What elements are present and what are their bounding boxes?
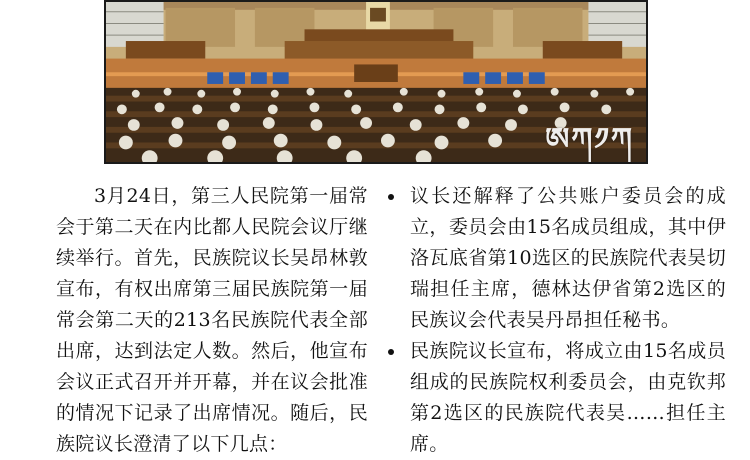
- bullet-item: [386, 336, 726, 460]
- photo-watermark: ཨཀ༡ཀ: [545, 122, 634, 157]
- right-text-column: [386, 181, 726, 460]
- bullet-text: 民族院议长宣布，将成立由15名成员组成的民族院权利委员会，由克钦邦第2选区的民族院代表吴……担任主席。: [410, 340, 726, 455]
- parliament-hall-photo: [104, 0, 648, 164]
- bullet-text: 议长还解释了公共账户委员会的成立，委员会由15名成员组成，其中伊洛瓦底省第10选区的民族院代表吴切瑞担任主席，德林达伊省第2选区的民族议会代表吴丹昂担任秘书。: [410, 185, 726, 331]
- bullet-icon: [388, 349, 394, 355]
- left-text-column: [56, 181, 368, 460]
- bullet-list: [386, 181, 726, 460]
- bullet-icon: [388, 194, 394, 200]
- opening-paragraph: 3月24日，第三人民院第一届常会于第二天在内比都人民院会议厅继续举行。首先，民族院议长吴昂林敦宣布，有权出席第三届民族院第一届常会第二天的213名民族院代表全部出席，达到法定人数。然后，他宣布会议正式召开并开幕，并在议会批准的情况下记录了出席情况。随后，民族院议长澄清了以下几点：: [56, 185, 368, 455]
- bullet-item: [386, 181, 726, 336]
